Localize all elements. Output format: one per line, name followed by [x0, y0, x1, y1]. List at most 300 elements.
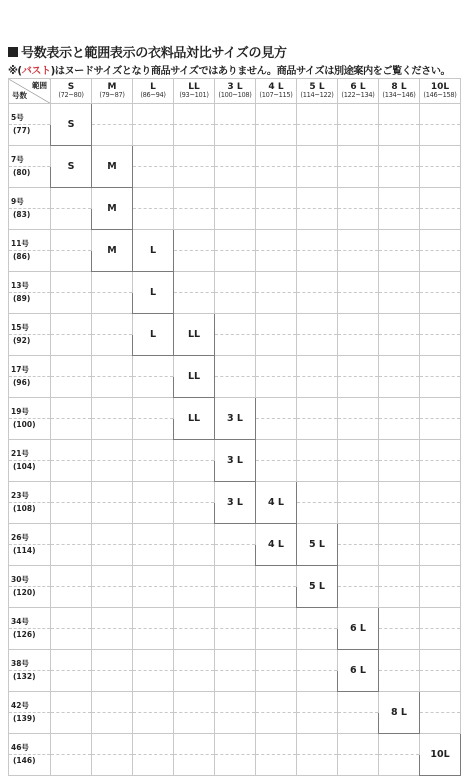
gou-cell — [9, 188, 51, 209]
empty-cell — [133, 461, 174, 482]
empty-cell — [297, 755, 338, 776]
square-bullet-icon — [8, 47, 18, 57]
bust-cell — [9, 251, 51, 272]
empty-cell — [174, 230, 215, 251]
size-match-cell: 8 L — [379, 692, 420, 734]
size-match-cell: LL — [174, 356, 215, 398]
bust-cell — [9, 755, 51, 776]
table-row — [9, 734, 461, 755]
empty-cell — [379, 734, 420, 755]
empty-cell — [338, 209, 379, 230]
size-range: (93~101) — [179, 91, 209, 100]
empty-cell — [379, 314, 420, 335]
empty-cell — [215, 566, 256, 587]
empty-cell — [256, 692, 297, 713]
empty-cell — [215, 125, 256, 146]
empty-cell — [92, 272, 133, 293]
empty-cell — [338, 146, 379, 167]
gou-cell — [9, 230, 51, 251]
bust-cell — [9, 503, 51, 524]
bust-label: (146) — [13, 756, 36, 765]
size-header — [215, 79, 256, 104]
empty-cell — [256, 293, 297, 314]
size-label: 5 L — [309, 81, 325, 92]
empty-cell — [420, 419, 461, 440]
gou-label: 38号 — [11, 659, 29, 668]
gou-label: 13号 — [11, 281, 29, 290]
note-prefix: ※( — [8, 66, 22, 77]
empty-cell — [297, 482, 338, 503]
empty-cell — [256, 734, 297, 755]
empty-cell — [420, 545, 461, 566]
empty-cell — [379, 629, 420, 650]
empty-cell — [297, 377, 338, 398]
empty-cell — [174, 188, 215, 209]
empty-cell — [297, 440, 338, 461]
size-match-cell: M — [92, 146, 133, 188]
size-label: LL — [188, 81, 200, 92]
empty-cell — [338, 419, 379, 440]
gou-label: 46号 — [11, 743, 29, 752]
size-match-cell: S — [51, 146, 92, 188]
table-row — [9, 104, 461, 125]
empty-cell — [420, 629, 461, 650]
bust-cell — [9, 377, 51, 398]
empty-cell — [174, 482, 215, 503]
size-match-cell: LL — [174, 314, 215, 356]
empty-cell — [92, 755, 133, 776]
size-match-cell: M — [92, 188, 133, 230]
empty-cell — [297, 146, 338, 167]
empty-cell — [338, 692, 379, 713]
gou-cell — [9, 608, 51, 629]
bust-note — [8, 62, 450, 77]
empty-cell — [379, 377, 420, 398]
empty-cell — [420, 146, 461, 167]
empty-cell — [174, 566, 215, 587]
table-row — [9, 482, 461, 503]
empty-cell — [297, 419, 338, 440]
empty-cell — [379, 167, 420, 188]
gou-cell — [9, 440, 51, 461]
empty-cell — [51, 692, 92, 713]
empty-cell — [379, 272, 420, 293]
gou-cell — [9, 692, 51, 713]
gou-cell — [9, 650, 51, 671]
empty-cell — [297, 461, 338, 482]
size-label: M — [107, 81, 117, 92]
empty-cell — [420, 104, 461, 125]
empty-cell — [338, 482, 379, 503]
empty-cell — [338, 587, 379, 608]
empty-cell — [338, 188, 379, 209]
empty-cell — [215, 356, 256, 377]
note-highlight: バスト — [21, 66, 51, 77]
size-match-cell: 3 L — [215, 482, 256, 524]
gou-cell — [9, 398, 51, 419]
empty-cell — [174, 671, 215, 692]
gou-label: 21号 — [11, 449, 29, 458]
empty-cell — [215, 377, 256, 398]
empty-cell — [420, 335, 461, 356]
bust-cell — [9, 713, 51, 734]
empty-cell — [256, 251, 297, 272]
empty-cell — [379, 545, 420, 566]
empty-cell — [256, 230, 297, 251]
gou-cell — [9, 566, 51, 587]
bust-label: (104) — [13, 462, 36, 471]
empty-cell — [256, 209, 297, 230]
empty-cell — [256, 755, 297, 776]
empty-cell — [338, 734, 379, 755]
empty-cell — [379, 461, 420, 482]
empty-cell — [379, 104, 420, 125]
empty-cell — [297, 713, 338, 734]
size-header — [174, 79, 215, 104]
empty-cell — [379, 755, 420, 776]
size-match-cell: L — [133, 314, 174, 356]
note-suffix: )はヌードサイズとなり商品サイズではありません。商品サイズは別途案内をご覧ください。 — [50, 66, 451, 77]
size-match-cell: LL — [174, 398, 215, 440]
empty-cell — [51, 650, 92, 671]
table-row-lower — [9, 251, 461, 272]
empty-cell — [215, 293, 256, 314]
empty-cell — [420, 650, 461, 671]
table-row-lower — [9, 209, 461, 230]
empty-cell — [338, 272, 379, 293]
empty-cell — [379, 608, 420, 629]
empty-cell — [215, 608, 256, 629]
empty-cell — [51, 629, 92, 650]
empty-cell — [133, 146, 174, 167]
empty-cell — [92, 293, 133, 314]
empty-cell — [133, 755, 174, 776]
size-range: (79~87) — [99, 91, 125, 100]
empty-cell — [133, 356, 174, 377]
size-match-cell: 5 L — [297, 524, 338, 566]
bust-label: (83) — [13, 210, 31, 219]
empty-cell — [297, 356, 338, 377]
size-label: 8 L — [391, 81, 407, 92]
empty-cell — [51, 608, 92, 629]
empty-cell — [51, 251, 92, 272]
size-match-cell: M — [92, 230, 133, 272]
bust-label: (89) — [13, 294, 31, 303]
empty-cell — [174, 524, 215, 545]
gou-label: 34号 — [11, 617, 29, 626]
size-match-cell: 6 L — [338, 608, 379, 650]
empty-cell — [174, 587, 215, 608]
empty-cell — [51, 461, 92, 482]
empty-cell — [92, 461, 133, 482]
size-match-cell: 3 L — [215, 440, 256, 482]
empty-cell — [297, 398, 338, 419]
empty-cell — [174, 629, 215, 650]
empty-cell — [133, 524, 174, 545]
empty-cell — [256, 440, 297, 461]
table-row — [9, 146, 461, 167]
empty-cell — [338, 293, 379, 314]
gou-cell — [9, 356, 51, 377]
empty-cell — [174, 461, 215, 482]
empty-cell — [256, 335, 297, 356]
empty-cell — [51, 503, 92, 524]
empty-cell — [51, 272, 92, 293]
empty-cell — [133, 608, 174, 629]
empty-cell — [338, 503, 379, 524]
size-range: (134~146) — [382, 91, 416, 100]
empty-cell — [215, 713, 256, 734]
empty-cell — [215, 314, 256, 335]
empty-cell — [215, 146, 256, 167]
size-range: (122~134) — [341, 91, 375, 100]
empty-cell — [92, 482, 133, 503]
empty-cell — [51, 230, 92, 251]
size-header — [420, 79, 461, 104]
bust-cell — [9, 587, 51, 608]
empty-cell — [420, 524, 461, 545]
bust-cell — [9, 419, 51, 440]
empty-cell — [51, 335, 92, 356]
empty-cell — [256, 356, 297, 377]
size-header — [133, 79, 174, 104]
bust-label: (114) — [13, 546, 36, 555]
size-label: 4 L — [268, 81, 284, 92]
table-row-lower — [9, 335, 461, 356]
empty-cell — [51, 188, 92, 209]
empty-cell — [133, 209, 174, 230]
empty-cell — [133, 398, 174, 419]
size-label: 10L — [430, 81, 450, 92]
bust-cell — [9, 167, 51, 188]
table-row — [9, 188, 461, 209]
empty-cell — [379, 251, 420, 272]
table-row-lower — [9, 671, 461, 692]
gou-label: 23号 — [11, 491, 29, 500]
size-label: S — [67, 81, 75, 92]
empty-cell — [51, 755, 92, 776]
empty-cell — [174, 209, 215, 230]
empty-cell — [338, 230, 379, 251]
empty-cell — [133, 566, 174, 587]
size-header — [92, 79, 133, 104]
empty-cell — [297, 335, 338, 356]
size-header — [297, 79, 338, 104]
empty-cell — [256, 104, 297, 125]
empty-cell — [215, 755, 256, 776]
empty-cell — [92, 671, 133, 692]
empty-cell — [215, 272, 256, 293]
empty-cell — [297, 188, 338, 209]
empty-cell — [297, 692, 338, 713]
empty-cell — [256, 377, 297, 398]
size-label: 3 L — [227, 81, 243, 92]
empty-cell — [215, 209, 256, 230]
size-match-cell: 5 L — [297, 566, 338, 608]
corner-cell — [9, 79, 51, 104]
gou-label: 9号 — [11, 197, 24, 206]
empty-cell — [420, 377, 461, 398]
empty-cell — [215, 167, 256, 188]
empty-cell — [51, 671, 92, 692]
empty-cell — [297, 209, 338, 230]
empty-cell — [51, 587, 92, 608]
empty-cell — [215, 251, 256, 272]
empty-cell — [338, 398, 379, 419]
empty-cell — [256, 125, 297, 146]
empty-cell — [174, 545, 215, 566]
table-row — [9, 230, 461, 251]
bust-label: (108) — [13, 504, 36, 513]
range-label: 範囲 — [32, 81, 47, 90]
empty-cell — [338, 167, 379, 188]
title-text: 号数表示と範囲表示の衣料品対比サイズの見方 — [21, 46, 287, 61]
empty-cell — [420, 314, 461, 335]
gou-cell — [9, 104, 51, 125]
empty-cell — [51, 440, 92, 461]
empty-cell — [174, 692, 215, 713]
size-header — [379, 79, 420, 104]
empty-cell — [174, 251, 215, 272]
bust-cell — [9, 209, 51, 230]
empty-cell — [338, 335, 379, 356]
empty-cell — [256, 461, 297, 482]
empty-cell — [133, 104, 174, 125]
empty-cell — [297, 629, 338, 650]
size-header — [51, 79, 92, 104]
empty-cell — [92, 734, 133, 755]
size-match-cell: L — [133, 230, 174, 272]
empty-cell — [297, 167, 338, 188]
empty-cell — [379, 209, 420, 230]
empty-cell — [338, 104, 379, 125]
empty-cell — [338, 377, 379, 398]
empty-cell — [51, 734, 92, 755]
empty-cell — [338, 125, 379, 146]
bust-cell — [9, 293, 51, 314]
gou-label: 15号 — [11, 323, 29, 332]
empty-cell — [420, 461, 461, 482]
empty-cell — [133, 377, 174, 398]
empty-cell — [338, 314, 379, 335]
empty-cell — [379, 419, 420, 440]
empty-cell — [215, 629, 256, 650]
table-row — [9, 314, 461, 335]
gou-cell — [9, 314, 51, 335]
size-match-cell: S — [51, 104, 92, 146]
table-row — [9, 272, 461, 293]
empty-cell — [338, 566, 379, 587]
gou-cell — [9, 482, 51, 503]
empty-cell — [133, 188, 174, 209]
table-row — [9, 440, 461, 461]
number-label: 号数 — [12, 91, 27, 100]
empty-cell — [215, 671, 256, 692]
size-match-cell: 10L — [420, 734, 461, 776]
gou-cell — [9, 734, 51, 755]
empty-cell — [297, 734, 338, 755]
empty-cell — [379, 524, 420, 545]
bust-label: (80) — [13, 168, 31, 177]
empty-cell — [297, 293, 338, 314]
bust-cell — [9, 671, 51, 692]
empty-cell — [92, 545, 133, 566]
empty-cell — [297, 671, 338, 692]
table-row — [9, 398, 461, 419]
table-row-lower — [9, 377, 461, 398]
bust-cell — [9, 335, 51, 356]
empty-cell — [420, 398, 461, 419]
empty-cell — [420, 671, 461, 692]
empty-cell — [338, 461, 379, 482]
empty-cell — [133, 713, 174, 734]
empty-cell — [174, 146, 215, 167]
empty-cell — [92, 377, 133, 398]
empty-cell — [174, 125, 215, 146]
table-row-lower — [9, 587, 461, 608]
empty-cell — [379, 293, 420, 314]
empty-cell — [379, 482, 420, 503]
empty-cell — [51, 482, 92, 503]
empty-cell — [420, 692, 461, 713]
empty-cell — [297, 314, 338, 335]
empty-cell — [420, 209, 461, 230]
size-match-cell: 4 L — [256, 524, 297, 566]
empty-cell — [51, 545, 92, 566]
empty-cell — [133, 482, 174, 503]
size-comparison-table — [8, 78, 461, 776]
gou-label: 42号 — [11, 701, 29, 710]
empty-cell — [92, 524, 133, 545]
gou-label: 17号 — [11, 365, 29, 374]
bust-label: (132) — [13, 672, 36, 681]
empty-cell — [256, 608, 297, 629]
empty-cell — [256, 419, 297, 440]
empty-cell — [133, 545, 174, 566]
table-row — [9, 356, 461, 377]
empty-cell — [92, 629, 133, 650]
size-range: (100~108) — [218, 91, 252, 100]
empty-cell — [256, 272, 297, 293]
empty-cell — [51, 293, 92, 314]
empty-cell — [256, 713, 297, 734]
empty-cell — [51, 524, 92, 545]
bust-label: (126) — [13, 630, 36, 639]
empty-cell — [420, 251, 461, 272]
table-row — [9, 608, 461, 629]
empty-cell — [338, 251, 379, 272]
empty-cell — [174, 104, 215, 125]
empty-cell — [92, 398, 133, 419]
empty-cell — [215, 524, 256, 545]
empty-cell — [215, 104, 256, 125]
empty-cell — [379, 650, 420, 671]
bust-label: (86) — [13, 252, 31, 261]
empty-cell — [379, 587, 420, 608]
empty-cell — [51, 566, 92, 587]
empty-cell — [133, 650, 174, 671]
empty-cell — [92, 419, 133, 440]
empty-cell — [174, 713, 215, 734]
empty-cell — [133, 503, 174, 524]
size-match-cell: 4 L — [256, 482, 297, 524]
size-header — [338, 79, 379, 104]
table-row-lower — [9, 545, 461, 566]
empty-cell — [92, 335, 133, 356]
empty-cell — [256, 650, 297, 671]
gou-cell — [9, 146, 51, 167]
table-row-lower — [9, 755, 461, 776]
